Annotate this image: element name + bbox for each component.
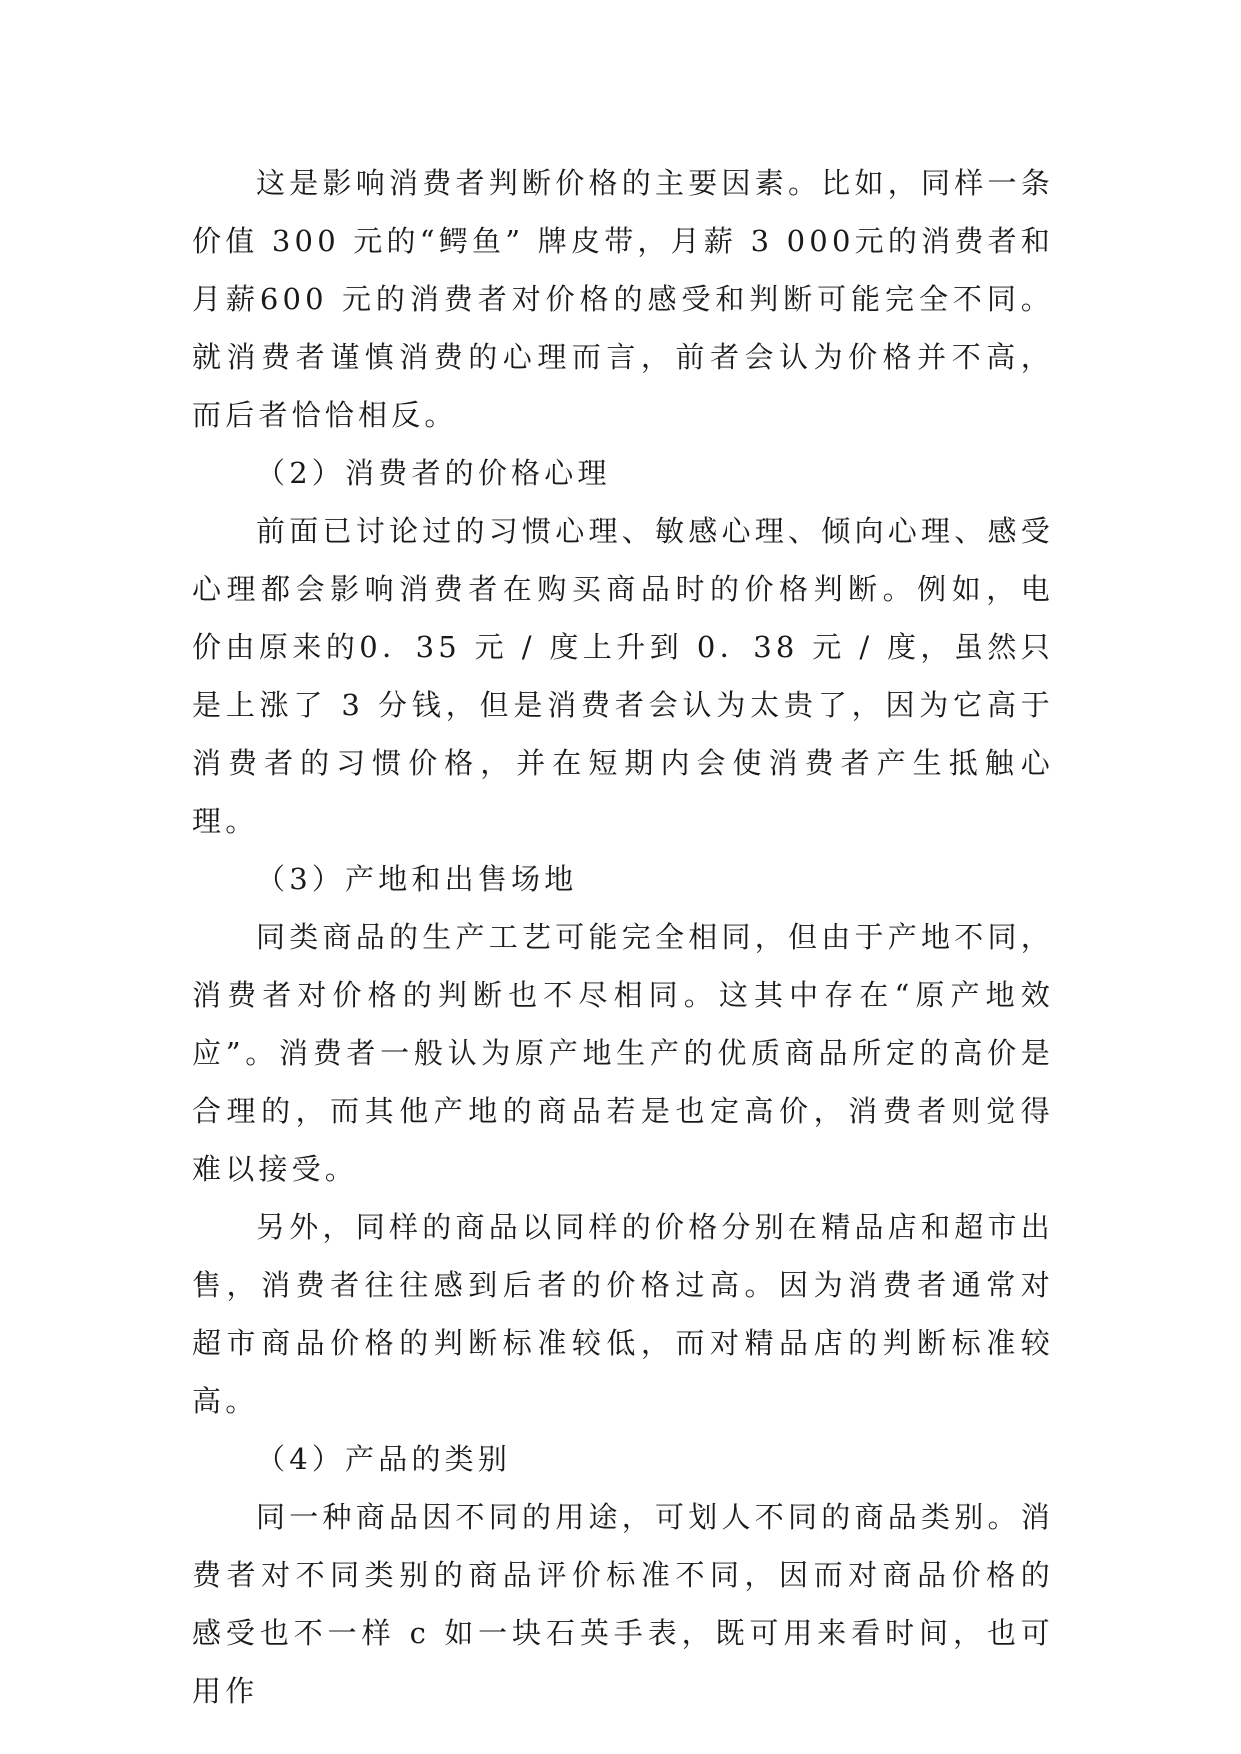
section-heading-origin-venue: （3）产地和出售场地 (256, 862, 578, 896)
paragraph-product-category: 同一种商品因不同的用途，可划人不同的商品类别。消费者对不同类别的商品评价标准不同，因而对商品价格的感受也不一样 c 如一块石英手表，既可用来看时间，也可用作 (192, 1500, 1054, 1708)
paragraph-venue-effect: 另外，同样的商品以同样的价格分别在精品店和超市出售，消费者往往感到后者的价格过高。因为消费者通常对超市商品价格的判断标准较低，而对精品店的判断标准较高。 (192, 1210, 1054, 1418)
body-text (192, 154, 1054, 1720)
section-heading-product-category: （4）产品的类别 (256, 1442, 512, 1476)
paragraph-income-effect: 这是影响消费者判断价格的主要因素。比如，同样一条价值 300 元的“鳄鱼” 牌皮带，月薪 3 000元的消费者和月薪600 元的消费者对价格的感受和判断可能完全不同。就消费者谨慎消费的心理而言，前者会认为价格并不高，而后者恰恰相反。 (192, 166, 1054, 432)
paragraph-origin-effect: 同类商品的生产工艺可能完全相同，但由于产地不同，消费者对价格的判断也不尽相同。这其中存在“原产地效应”。消费者一般认为原产地生产的优质商品所定的高价是合理的，而其他产地的商品若是也定高价，消费者则觉得难以接受。 (192, 920, 1054, 1186)
section-heading-price-psychology: （2）消费者的价格心理 (256, 456, 611, 490)
paragraph-price-psychology: 前面已讨论过的习惯心理、敏感心理、倾向心理、感受心理都会影响消费者在购买商品时的价格判断。例如，电价由原来的0．35 元 / 度上升到 0．38 元 / 度，虽然只是上涨了 3 分钱，但是消费者会认为太贵了，因为它高于消费者的习惯价格，并在短期内会使消费者产生抵触心理。 (192, 514, 1054, 838)
